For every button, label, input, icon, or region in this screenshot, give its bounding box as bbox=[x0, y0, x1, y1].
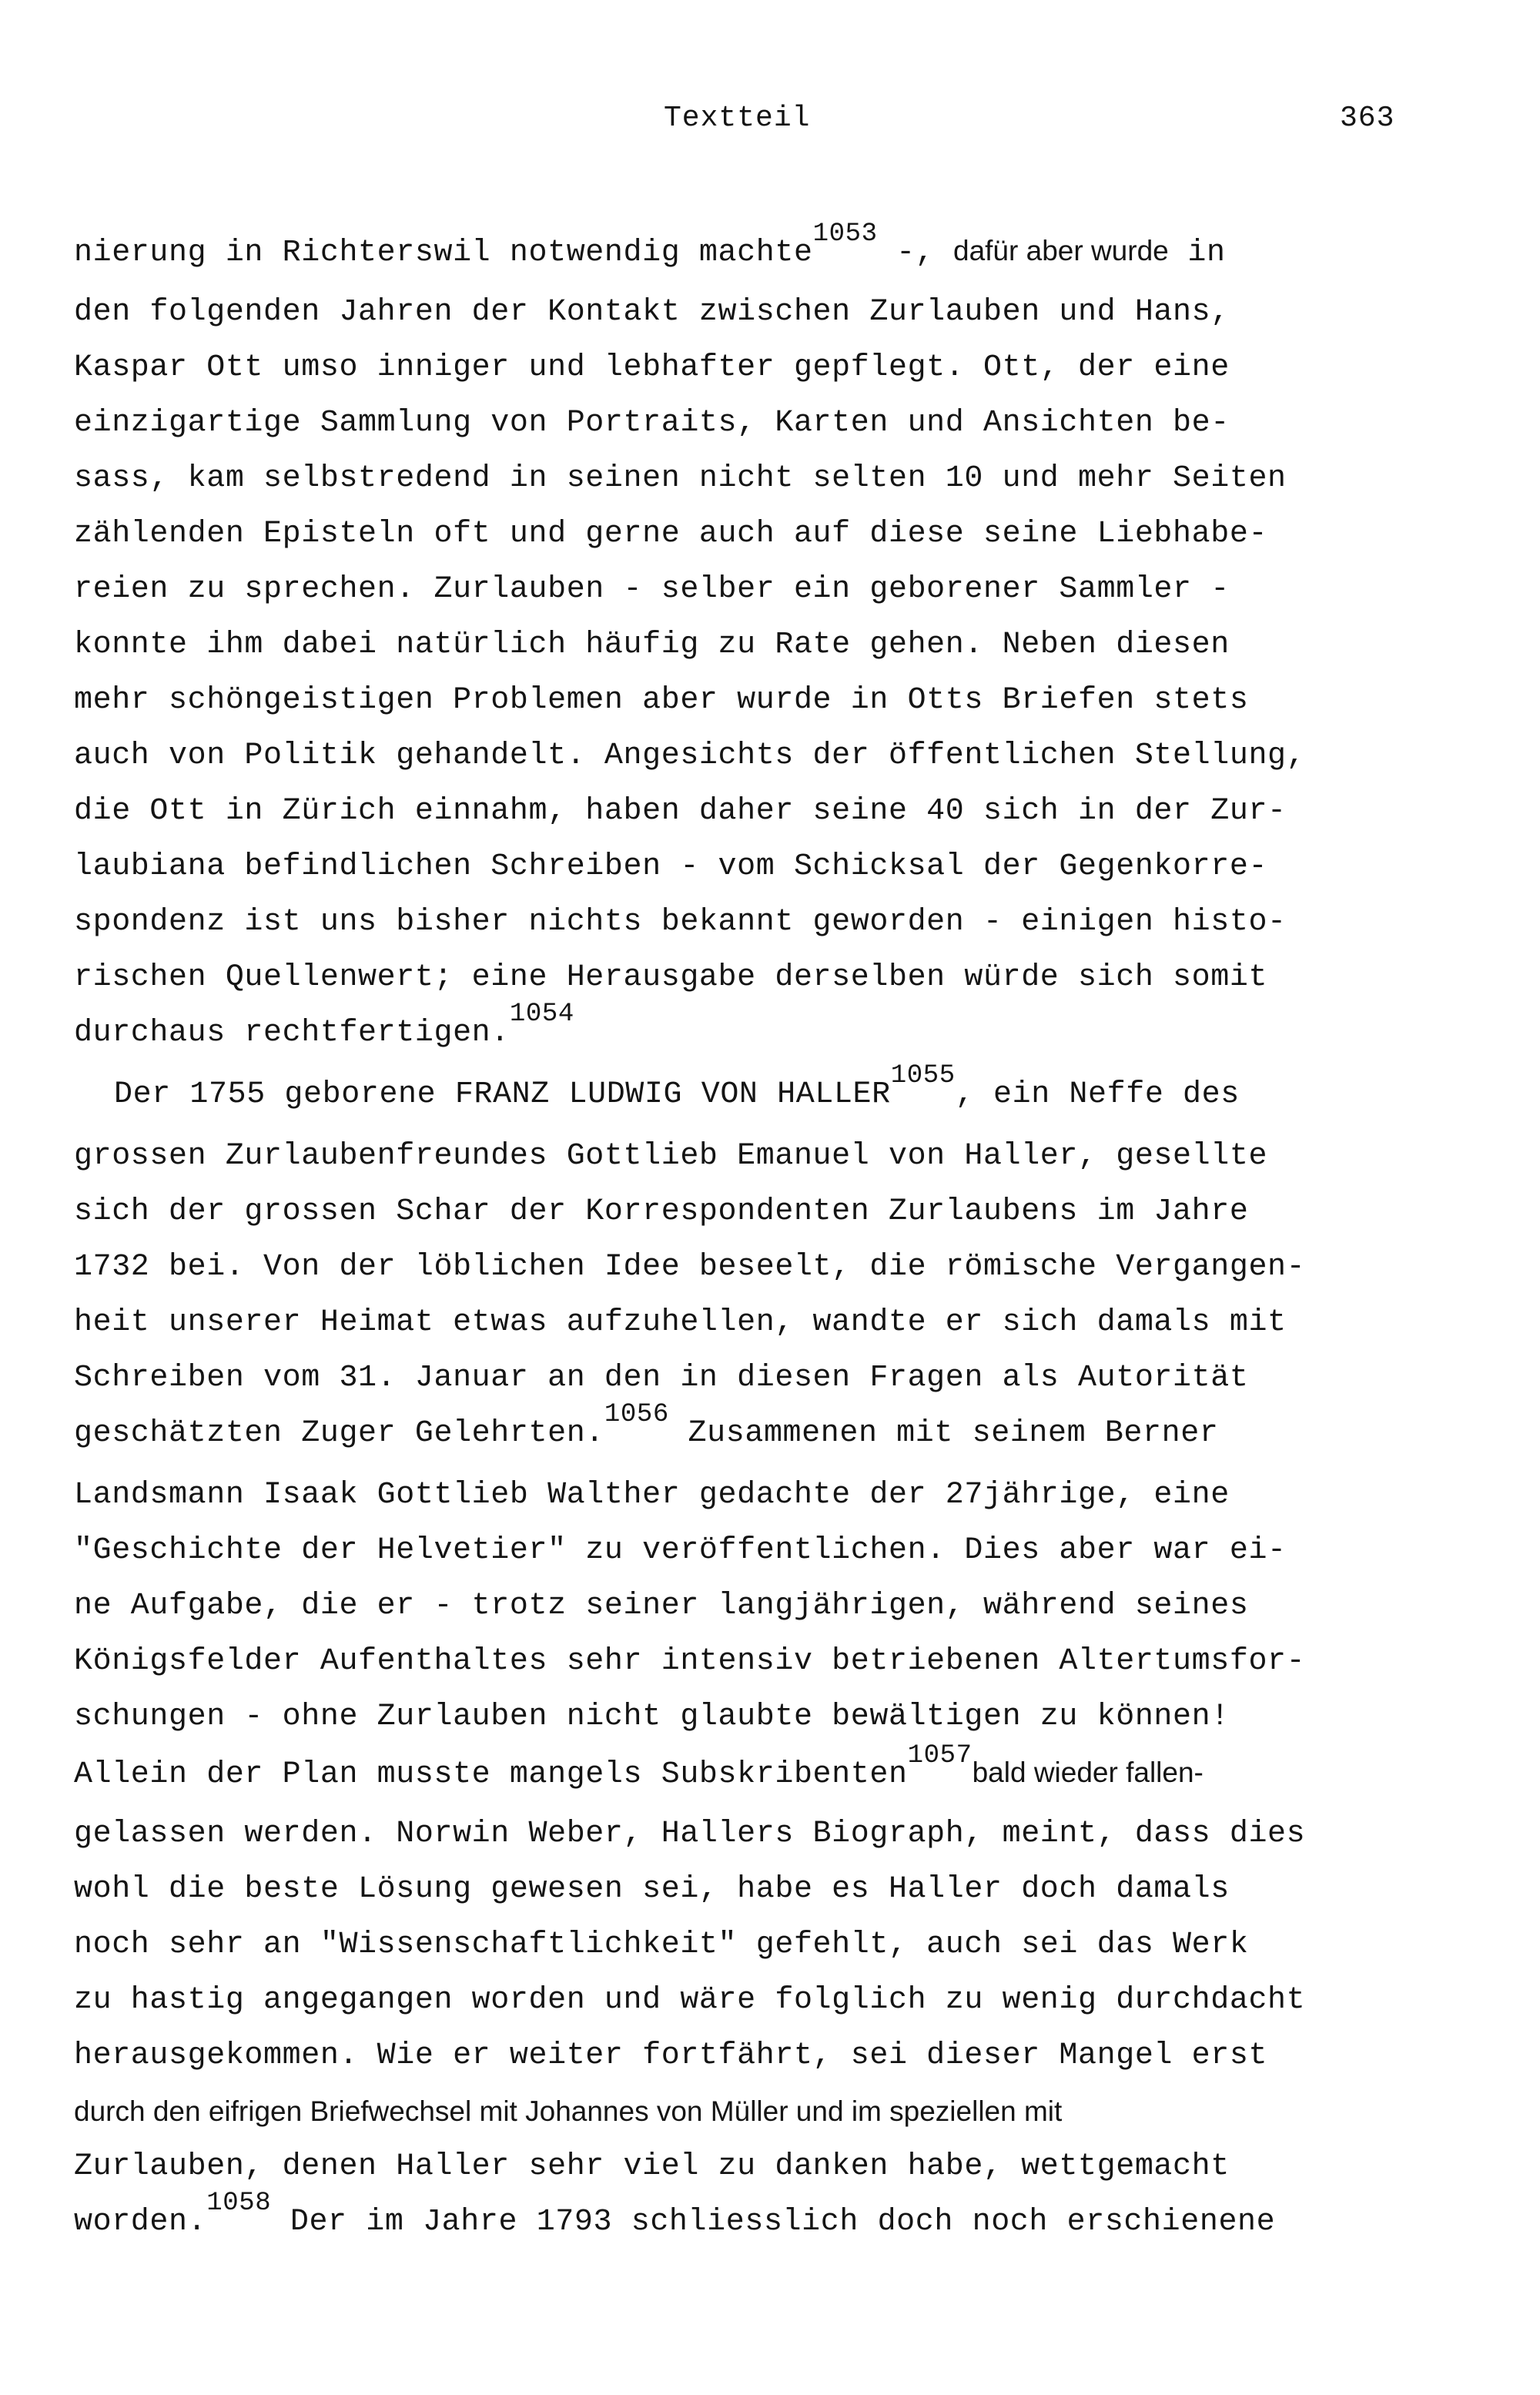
text-line: konnte ihm dabei natürlich häufig zu Rate gehen. Neben diesen bbox=[74, 628, 1230, 662]
text-line: reien zu sprechen. Zurlauben - selber ein geborener Sammler - bbox=[74, 572, 1230, 607]
footnote-marker: 1053 bbox=[812, 219, 878, 249]
text-line: durchaus rechtfertigen.$^{1054}$ bbox=[74, 1000, 574, 1050]
text-line: durch den eifrigen Briefwechsel mit Johannes von Müller und im speziellen mit bbox=[74, 2095, 1063, 2127]
text-line: geschätzten Zuger Gelehrten.$^{1056}$ Zusammenen mit seinem Berner bbox=[74, 1400, 1219, 1451]
text-line: schungen - ohne Zurlauben nicht glaubte bewältigen zu können! bbox=[74, 1700, 1230, 1734]
text-line: einzigartige Sammlung von Portraits, Karten und Ansichten be- bbox=[74, 406, 1230, 440]
page-header bbox=[0, 102, 1540, 148]
page-number: 363 bbox=[1340, 102, 1395, 135]
footnote-marker: 1058 bbox=[206, 2189, 272, 2218]
text-line: ne Aufgabe, die er - trotz seiner langjährigen, während seines bbox=[74, 1589, 1249, 1623]
text-line: Schreiben vom 31. Januar an den in diesen Fragen als Autorität bbox=[74, 1361, 1249, 1395]
paragraph-start-line: Der 1755 geborene FRANZ LUDWIG VON $HALLER^{1055}$, ein Neffe des bbox=[114, 1061, 1240, 1112]
text-line: Landsmann Isaak Gottlieb Walther gedachte der 27jährige, eine bbox=[74, 1478, 1230, 1512]
footnote-marker: 1056 bbox=[604, 1400, 669, 1429]
footnote-marker: 1054 bbox=[509, 1000, 574, 1029]
running-title: Textteil bbox=[664, 102, 811, 135]
text-line: gelassen werden. Norwin Weber, Hallers Biograph, meint, dass dies bbox=[74, 1817, 1306, 1851]
text-line: den folgenden Jahren der Kontakt zwischen Zurlauben und Hans, bbox=[74, 295, 1230, 330]
text-line: Königsfelder Aufenthaltes sehr intensiv betriebenen Altertumsfor- bbox=[74, 1644, 1306, 1679]
text-line: grossen Zurlaubenfreundes Gottlieb Emanuel von Haller, gesellte bbox=[74, 1139, 1268, 1174]
text-line: mehr schöngeistigen Problemen aber wurde in Otts Briefen stets bbox=[74, 683, 1249, 718]
body-text bbox=[74, 219, 1452, 2256]
text-line: Allein der Plan musste mangels Subskribenten$^{1057}$bald wieder fallen- bbox=[74, 1741, 1204, 1792]
text-line: auch von Politik gehandelt. Angesichts der öffentlichen Stellung, bbox=[74, 739, 1306, 773]
text-line: spondenz ist uns bisher nichts bekannt geworden - einigen histo- bbox=[74, 905, 1287, 940]
text-line: "Geschichte der Helvetier" zu veröffentlichen. Dies aber war ei- bbox=[74, 1533, 1287, 1568]
text-line: wohl die beste Lösung gewesen sei, habe es Haller doch damals bbox=[74, 1872, 1230, 1907]
text-line: sass, kam selbstredend in seinen nicht selten 10 und mehr Seiten bbox=[74, 461, 1287, 496]
text-line: nierung in Richterswil notwendig machte$^{1053}$ -, dafür aber wurde in bbox=[74, 219, 1226, 270]
text-line: rischen Quellenwert; eine Herausgabe derselben würde sich somit bbox=[74, 960, 1268, 995]
text-line: sich der grossen Schar der Korrespondenten Zurlaubens im Jahre bbox=[74, 1194, 1249, 1229]
text-line: herausgekommen. Wie er weiter fortfährt, sei dieser Mangel erst bbox=[74, 2038, 1268, 2073]
text-line: laubiana befindlichen Schreiben - vom Schicksal der Gegenkorre- bbox=[74, 849, 1268, 884]
text-line: Zurlauben, denen Haller sehr viel zu danken habe, wettgemacht bbox=[74, 2149, 1230, 2184]
text-line: die Ott in Zürich einnahm, haben daher seine 40 sich in der Zur- bbox=[74, 794, 1287, 829]
text-line: worden.$^{1058}$ Der im Jahre 1793 schliesslich doch noch erschienene bbox=[74, 2189, 1276, 2239]
text-line: noch sehr an "Wissenschaftlichkeit" gefehlt, auch sei das Werk bbox=[74, 1928, 1249, 1962]
text-line: zählenden Episteln oft und gerne auch auf diese seine Liebhabe- bbox=[74, 517, 1268, 551]
text-line: heit unserer Heimat etwas aufzuhellen, wandte er sich damals mit bbox=[74, 1305, 1287, 1340]
footnote-marker: 1055 bbox=[890, 1061, 956, 1090]
footnote-marker: 1057 bbox=[907, 1741, 973, 1770]
text-line: zu hastig angegangen worden und wäre folglich zu wenig durchdacht bbox=[74, 1983, 1306, 2018]
text-line: Kaspar Ott umso inniger und lebhafter gepflegt. Ott, der eine bbox=[74, 350, 1230, 385]
text-line: 1732 bei. Von der löblichen Idee beseelt, die römische Vergangen- bbox=[74, 1250, 1306, 1285]
